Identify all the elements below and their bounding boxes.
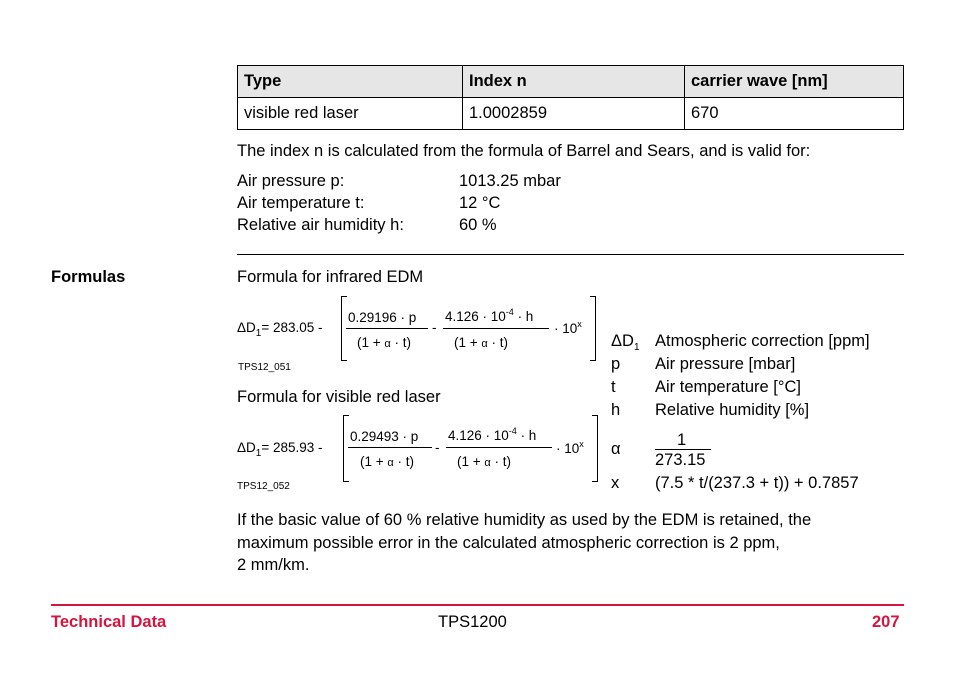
table-header-cell: Type	[238, 66, 463, 98]
term1-denominator: (1 + α · t)	[360, 454, 414, 469]
term1-numerator: 0.29196 · p	[348, 310, 417, 325]
term2-denominator: (1 + α · t)	[457, 454, 511, 469]
right-bracket	[592, 415, 598, 482]
table-cell: 670	[685, 98, 904, 130]
formula-lhs: $\Delta D_1= 283.05$ -	[237, 320, 323, 339]
legend-symbol: p	[611, 355, 621, 373]
fraction-line	[443, 328, 549, 329]
table-cell: visible red laser	[238, 98, 463, 130]
footer-section-title: Technical Data	[51, 613, 167, 631]
condition-value: 1013.25 mbar	[459, 172, 561, 190]
figure-code: TPS12_051	[238, 362, 291, 373]
term2-numerator: $4.126 \cdot 10^{-4} \cdot h$	[448, 426, 537, 443]
paragraph-line: maximum possible error in the calculated atmospheric correction is 2 ppm,	[237, 534, 780, 552]
index-table	[237, 65, 904, 130]
section-divider	[237, 254, 904, 255]
condition-value: 60 %	[459, 216, 497, 234]
condition-value: 12 °C	[459, 194, 501, 212]
legend-symbol: t	[611, 378, 616, 396]
paragraph-line: If the basic value of 60 % relative humidity as used by the EDM is retained, the	[237, 511, 812, 529]
page-number: 207	[872, 613, 900, 631]
legend-description: (7.5 * t/(237.3 + t)) + 0.7857	[655, 474, 859, 492]
fraction-line	[348, 447, 432, 448]
legend-description: Relative humidity [%]	[655, 401, 810, 419]
table-header-row	[238, 66, 904, 98]
minus-sign: -	[432, 320, 437, 335]
paragraph-line: 2 mm/km.	[237, 556, 310, 574]
footer-rule	[51, 604, 904, 606]
table-header-cell: carrier wave [nm]	[685, 66, 904, 98]
formula-tail: · $10^x$	[554, 319, 582, 336]
legend-description: Air pressure [mbar]	[655, 355, 796, 373]
legend-description: Air temperature [°C]	[655, 378, 801, 396]
formula-ir-title: Formula for infrared EDM	[237, 268, 424, 286]
right-bracket	[590, 296, 596, 361]
table-header-cell: Index n	[463, 66, 685, 98]
formula-lhs: $\Delta D_1= 285.93$ -	[237, 440, 323, 459]
fraction-line	[446, 447, 552, 448]
term1-denominator: (1 + α · t)	[357, 335, 411, 350]
figure-code: TPS12_052	[237, 481, 290, 492]
alpha-numerator: 1	[677, 431, 687, 449]
term2-numerator: $4.126 \cdot 10^{-4} \cdot h$	[445, 307, 534, 324]
legend-symbol: x	[611, 474, 620, 492]
formula-tail: · $10^x$	[556, 439, 584, 456]
term2-denominator: (1 + α · t)	[454, 335, 508, 350]
table-row	[238, 98, 904, 130]
intro-text: The index n is calculated from the formula of Barrel and Sears, and is valid for:	[237, 142, 811, 160]
alpha-denominator: 273.15	[655, 451, 706, 469]
condition-label: Air temperature t:	[237, 194, 365, 212]
section-heading: Formulas	[51, 268, 126, 286]
legend-symbol: α	[611, 440, 621, 458]
term1-numerator: 0.29493 · p	[350, 429, 419, 444]
minus-sign: -	[435, 440, 440, 455]
condition-label: Air pressure p:	[237, 172, 345, 190]
legend-symbol: h	[611, 401, 621, 419]
legend-description: Atmospheric correction [ppm]	[655, 332, 870, 350]
legend-symbol: $\Delta D_1$	[611, 332, 640, 353]
left-bracket	[343, 415, 349, 482]
footer-product: TPS1200	[438, 613, 507, 631]
formula-red-title: Formula for visible red laser	[237, 388, 441, 406]
fraction-line	[346, 328, 428, 329]
table-cell: 1.0002859	[463, 98, 685, 130]
condition-label: Relative air humidity h:	[237, 216, 404, 234]
